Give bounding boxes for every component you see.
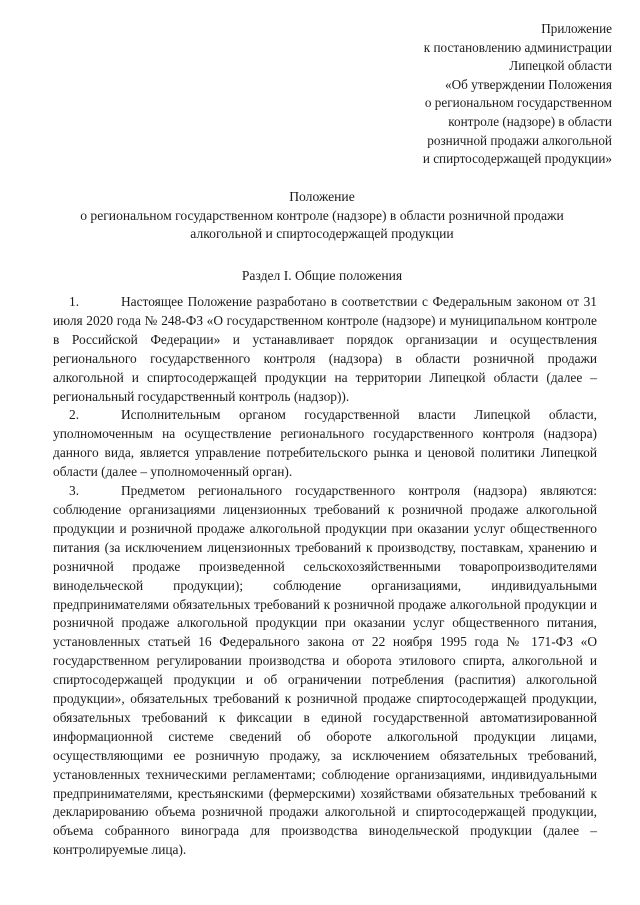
paragraph-text: Предметом регионального государственного контроля (надзора) являются: соблюдение организациями лицензионных требований к розничной продаже алкогольной продукции и розничной продаже алкогольной продукции при оказании услуг общественного питания (за исключением лицензионных требований к производству, поставкам, хранению и розничной продаже произведенной сельскохозяйственными товаропроизводителями винодельческой продукции); соблюдение организациями, индивидуальными предпринимателями обязательных требований к розничной продаже алкогольной продукции и розничной продаже алкогольной продукции при оказании услуг общественного питания, установленных статьей 16 Федерального закона от 22 ноября 1995 года № 171-ФЗ «О государственном регулировании производства и оборота этилового спирта, алкогольной и спиртосодержащей продукции и об ограничении потребления (распития) алкогольной продукции», обязательных требований к розничной продаже спиртосодержащей продукции, обязательных требований к фиксации в единой государственной автоматизированной информационной системе сведений об обороте алкогольной продукции лицами, осуществляющими ее розничную продажу, за исключением обязательных требований, установленных техническими регламентами; соблюдение организациями, индивидуальными предпринимателями, крестьянскими (фермерскими) хозяйствами обязательных требований к декларированию объема розничной продажи алкогольной и спиртосодержащей продукции, объема собранного винограда для производства винодельческой продукции (далее – контролируемые лица). bbox=[53, 483, 597, 858]
paragraph-number: 1. bbox=[69, 294, 80, 309]
appendix-line: к постановлению администрации bbox=[423, 39, 612, 55]
appendix-line: Приложение bbox=[541, 21, 612, 36]
paragraph-number: 2. bbox=[69, 407, 80, 423]
appendix-line: розничной продажи алкогольной bbox=[427, 132, 612, 148]
appendix-line: контроле (надзоре) в области bbox=[448, 113, 612, 129]
paragraph-text: Настоящее Положение разработано в соответствии с Федеральным законом от 31 июля 2020 года № 248-ФЗ «О государственном контроле (надзоре) и муниципальном контроле в Российской Федерации» и устанавливает порядок организации и осуществления регионального государственного контроля (надзора) в области розничной продажи алкогольной и спиртосодержащей продукции на территории Липецкой области (далее – региональный государственный контроль (надзор)). bbox=[53, 294, 597, 404]
paragraph bbox=[53, 406, 597, 482]
appendix-line: «Об утверждении Положения bbox=[445, 76, 612, 92]
appendix-line: Липецкой области bbox=[509, 58, 612, 74]
title-line: Положение bbox=[289, 189, 355, 204]
title-line: о региональном государственном контроле (надзоре) в области розничной продажи bbox=[80, 207, 564, 223]
document-body bbox=[53, 293, 597, 860]
appendix-header bbox=[352, 20, 612, 169]
paragraph-number: 3. bbox=[69, 483, 80, 499]
paragraph bbox=[53, 293, 597, 406]
paragraph bbox=[53, 482, 597, 860]
document-title bbox=[32, 188, 612, 244]
section-heading: Раздел I. Общие положения bbox=[241, 268, 403, 283]
appendix-line: и спиртосодержащей продукции» bbox=[422, 151, 612, 167]
paragraph-text: Исполнительным органом государственной власти Липецкой области, уполномоченным на осуществление регионального государственного контроля (надзора) данного вида, является управление потребительского рынка и ценовой политики Липецкой области (далее – уполномоченный орган). bbox=[53, 407, 597, 480]
appendix-line: о региональном государственном bbox=[424, 95, 612, 111]
title-line: алкогольной и спиртосодержащей продукции bbox=[190, 226, 454, 242]
